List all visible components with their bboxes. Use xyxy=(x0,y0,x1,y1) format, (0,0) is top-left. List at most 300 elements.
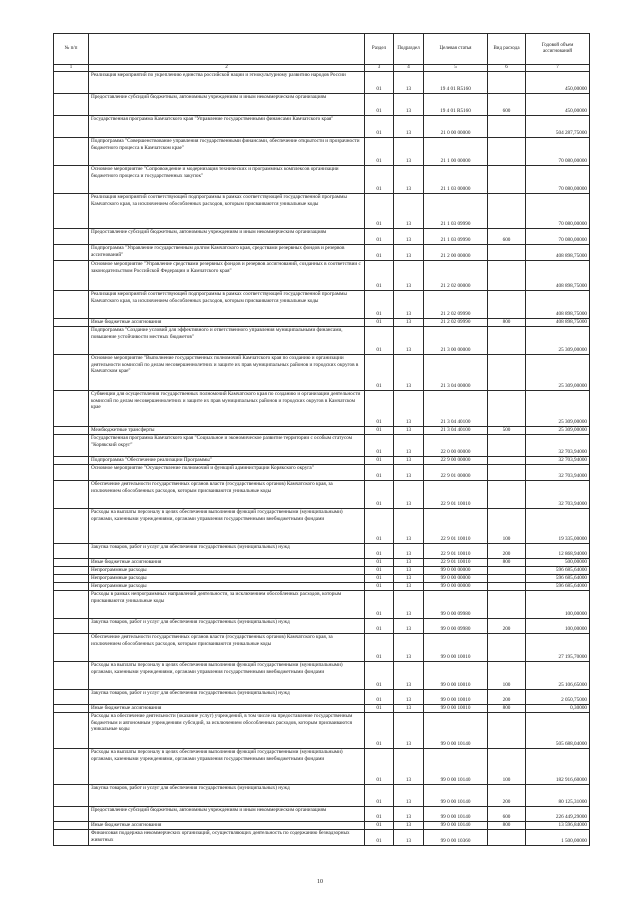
row-subsection: 13 xyxy=(394,166,424,194)
cell-number xyxy=(54,245,89,261)
row-expense-type xyxy=(488,116,526,138)
row-expense-type xyxy=(488,465,526,481)
row-section: 01 xyxy=(365,94,394,116)
row-amount: 27 195,70000 xyxy=(526,634,590,662)
column-number: 1 xyxy=(54,65,89,72)
row-subsection: 13 xyxy=(394,583,424,591)
row-amount: 25 309,00000 xyxy=(526,355,590,391)
row-name: Основное мероприятие "Выполнение государственных полномочий Камчатского края по созданию и организации деятельности комиссий по делам несовершеннолетних и защите их прав муниципальных районов и городских округов в Камчатском крае" xyxy=(89,355,365,391)
row-section: 01 xyxy=(365,591,394,619)
row-name: Непрограммные расходы xyxy=(89,583,365,591)
row-target-article: 99 0 00 09980 xyxy=(424,619,488,634)
table-row xyxy=(54,245,590,261)
row-expense-type: 200 xyxy=(488,619,526,634)
row-expense-type: 100 xyxy=(488,662,526,690)
row-expense-type: 200 xyxy=(488,785,526,807)
row-section: 01 xyxy=(365,662,394,690)
row-name: Закупка товаров, работ и услуг для обеспечения государственных (муниципальных) нужд xyxy=(89,544,365,559)
table-row xyxy=(54,559,590,567)
row-section: 01 xyxy=(365,261,394,291)
row-expense-type xyxy=(488,830,526,846)
row-expense-type: 600 xyxy=(488,229,526,245)
cell-number xyxy=(54,435,89,457)
row-amount: 408 898,75000 xyxy=(526,319,590,327)
row-name: Реализация мероприятий по укреплению единства российской нации и этнокультурному развитию народов России xyxy=(89,72,365,94)
column-number: 3 xyxy=(365,65,394,72)
cell-number xyxy=(54,713,89,749)
cell-number xyxy=(54,355,89,391)
header-section: Раздел xyxy=(365,34,394,65)
row-expense-type xyxy=(488,457,526,465)
row-target-article: 99 0 00 00000 xyxy=(424,575,488,583)
row-amount: 25 106,65000 xyxy=(526,662,590,690)
page-number: 10 xyxy=(317,879,323,885)
row-section: 01 xyxy=(365,567,394,575)
row-subsection: 13 xyxy=(394,713,424,749)
column-number: 5 xyxy=(424,65,488,72)
row-amount: 182 916,60000 xyxy=(526,749,590,785)
row-name: Предоставление субсидий бюджетным, автономным учреждениям и иным некоммерческим организациям xyxy=(89,229,365,245)
cell-number xyxy=(54,138,89,166)
table-row xyxy=(54,575,590,583)
table-row xyxy=(54,830,590,846)
row-amount: 0,30000 xyxy=(526,705,590,713)
row-name: Иные бюджетные ассигнования xyxy=(89,822,365,830)
row-amount: 32 703,94000 xyxy=(526,465,590,481)
cell-number xyxy=(54,785,89,807)
cell-number xyxy=(54,166,89,194)
row-section: 01 xyxy=(365,229,394,245)
row-section: 01 xyxy=(365,194,394,229)
row-target-article: 21 3 04 40100 xyxy=(424,427,488,435)
row-amount: 504 287,75000 xyxy=(526,116,590,138)
row-name: Иные бюджетные ассигнования xyxy=(89,559,365,567)
row-subsection: 13 xyxy=(394,391,424,427)
row-expense-type xyxy=(488,138,526,166)
cell-number xyxy=(54,705,89,713)
row-amount: 32 703,94000 xyxy=(526,435,590,457)
row-amount: 25 309,00000 xyxy=(526,427,590,435)
row-subsection: 13 xyxy=(394,807,424,822)
table-row xyxy=(54,291,590,319)
header-annual-amount: Годовой объем ассигнований xyxy=(526,34,590,65)
row-subsection: 13 xyxy=(394,435,424,457)
row-section: 01 xyxy=(365,619,394,634)
column-number-row xyxy=(54,65,590,72)
row-subsection: 13 xyxy=(394,575,424,583)
column-number: 7 xyxy=(526,65,590,72)
table-row xyxy=(54,567,590,575)
row-expense-type xyxy=(488,634,526,662)
table-row xyxy=(54,229,590,245)
row-target-article: 21 3 04 40100 xyxy=(424,391,488,427)
row-amount: 70 080,00000 xyxy=(526,229,590,245)
header-subsection: Подраздел xyxy=(394,34,424,65)
row-name: Государственная программа Камчатского края "Социальное и экономическое развитие территории с особым статусом "Корякский округ" xyxy=(89,435,365,457)
row-amount: 2 050,75000 xyxy=(526,690,590,705)
cell-number xyxy=(54,457,89,465)
row-subsection: 13 xyxy=(394,94,424,116)
row-amount: 596 685,64000 xyxy=(526,583,590,591)
row-subsection: 13 xyxy=(394,591,424,619)
row-subsection: 13 xyxy=(394,194,424,229)
row-section: 01 xyxy=(365,830,394,846)
row-target-article: 21 3 00 00000 xyxy=(424,327,488,355)
table-row xyxy=(54,807,590,822)
row-expense-type: 600 xyxy=(488,94,526,116)
row-target-article: 21 2 02 00000 xyxy=(424,261,488,291)
cell-number xyxy=(54,559,89,567)
row-section: 01 xyxy=(365,138,394,166)
table-row xyxy=(54,116,590,138)
row-target-article: 99 0 00 10010 xyxy=(424,634,488,662)
cell-number xyxy=(54,319,89,327)
table-row xyxy=(54,261,590,291)
row-expense-type: 200 xyxy=(488,544,526,559)
cell-number xyxy=(54,229,89,245)
row-subsection: 13 xyxy=(394,465,424,481)
row-subsection: 13 xyxy=(394,319,424,327)
cell-number xyxy=(54,591,89,619)
table-row xyxy=(54,72,590,94)
row-expense-type xyxy=(488,245,526,261)
row-name: Предоставление субсидий бюджетным, автономным учреждениям и иным некоммерческим организациям xyxy=(89,807,365,822)
row-amount: 450,00000 xyxy=(526,72,590,94)
cell-number xyxy=(54,481,89,509)
row-target-article: 22 9 01 10010 xyxy=(424,481,488,509)
row-amount: 80 125,31000 xyxy=(526,785,590,807)
row-amount: 408 898,75000 xyxy=(526,291,590,319)
table-row xyxy=(54,713,590,749)
row-expense-type xyxy=(488,166,526,194)
row-subsection: 13 xyxy=(394,830,424,846)
cell-number xyxy=(54,261,89,291)
row-section: 01 xyxy=(365,749,394,785)
row-amount: 1 500,00000 xyxy=(526,830,590,846)
row-target-article: 19 4 01 R5160 xyxy=(424,72,488,94)
row-subsection: 13 xyxy=(394,567,424,575)
cell-number xyxy=(54,94,89,116)
row-amount: 596 685,64000 xyxy=(526,567,590,575)
row-subsection: 13 xyxy=(394,457,424,465)
row-expense-type: 500 xyxy=(488,427,526,435)
cell-number xyxy=(54,619,89,634)
row-name: Иные бюджетные ассигнования xyxy=(89,319,365,327)
row-name: Расходы на обеспечение деятельности (оказание услуг) учреждений, в том числе на предоставление государственным бюджетным и автономным учреждениям субсидий, за исключением обособленных расходов, которым присваиваются уникальные коды xyxy=(89,713,365,749)
table-row xyxy=(54,435,590,457)
row-section: 01 xyxy=(365,509,394,544)
row-name: Государственная программа Камчатского края "Управление государственными финансами Камчатского края" xyxy=(89,116,365,138)
row-section: 01 xyxy=(365,583,394,591)
row-section: 01 xyxy=(365,457,394,465)
row-name: Реализация мероприятий соответствующей подпрограммы в рамках соответствующей государственной программы Камчатского края, за исключением обособленных расходов, которым присваиваются уникальные коды xyxy=(89,291,365,319)
row-name: Непрограммные расходы xyxy=(89,567,365,575)
cell-number xyxy=(54,583,89,591)
table-body xyxy=(54,72,590,846)
row-subsection: 13 xyxy=(394,138,424,166)
row-expense-type xyxy=(488,583,526,591)
row-subsection: 13 xyxy=(394,705,424,713)
column-number: 2 xyxy=(89,65,365,72)
row-section: 01 xyxy=(365,166,394,194)
row-target-article: 22 9 01 10010 xyxy=(424,509,488,544)
row-expense-type xyxy=(488,481,526,509)
row-target-article: 99 0 00 10010 xyxy=(424,705,488,713)
row-target-article: 19 4 01 R5160 xyxy=(424,94,488,116)
table-row xyxy=(54,785,590,807)
table-row xyxy=(54,634,590,662)
row-amount: 450,00000 xyxy=(526,94,590,116)
row-subsection: 13 xyxy=(394,559,424,567)
row-expense-type: 800 xyxy=(488,705,526,713)
row-amount: 12 868,94000 xyxy=(526,544,590,559)
row-amount: 100,00000 xyxy=(526,591,590,619)
row-target-article: 99 0 00 10360 xyxy=(424,830,488,846)
row-section: 01 xyxy=(365,355,394,391)
row-expense-type xyxy=(488,291,526,319)
row-subsection: 13 xyxy=(394,427,424,435)
row-section: 01 xyxy=(365,705,394,713)
row-expense-type: 800 xyxy=(488,319,526,327)
table-row xyxy=(54,583,590,591)
cell-number xyxy=(54,327,89,355)
row-name: Основное мероприятие "Осуществление полномочий и функций администрации Корякского округа" xyxy=(89,465,365,481)
row-name: Финансовая поддержка некоммерческих организаций, осуществляющих деятельность по содержанию безнадзорных животных xyxy=(89,830,365,846)
row-section: 01 xyxy=(365,713,394,749)
row-target-article: 21 2 00 00000 xyxy=(424,245,488,261)
cell-number xyxy=(54,116,89,138)
row-expense-type: 800 xyxy=(488,559,526,567)
row-expense-type xyxy=(488,713,526,749)
table-row xyxy=(54,662,590,690)
row-expense-type: 100 xyxy=(488,749,526,785)
cell-number xyxy=(54,567,89,575)
cell-number xyxy=(54,634,89,662)
table-row xyxy=(54,544,590,559)
row-target-article: 21 0 00 00000 xyxy=(424,116,488,138)
row-target-article: 99 0 00 09980 xyxy=(424,591,488,619)
row-subsection: 13 xyxy=(394,116,424,138)
row-name: Основное мероприятие "Управление средствами резервных фондов и резервов ассигнований, созданных в соответствии с законодательством Российской Федерации и Камчатского края" xyxy=(89,261,365,291)
row-section: 01 xyxy=(365,785,394,807)
row-section: 01 xyxy=(365,391,394,427)
table-row xyxy=(54,690,590,705)
row-expense-type xyxy=(488,591,526,619)
row-target-article: 21 2 02 09990 xyxy=(424,319,488,327)
budget-allocation-table xyxy=(53,33,590,846)
row-subsection: 13 xyxy=(394,509,424,544)
row-target-article: 22 9 00 00000 xyxy=(424,457,488,465)
row-subsection: 13 xyxy=(394,245,424,261)
row-section: 01 xyxy=(365,544,394,559)
row-expense-type xyxy=(488,435,526,457)
row-target-article: 22 9 01 10010 xyxy=(424,544,488,559)
row-target-article: 99 0 00 00000 xyxy=(424,583,488,591)
cell-number xyxy=(54,544,89,559)
row-subsection: 13 xyxy=(394,785,424,807)
row-section: 01 xyxy=(365,465,394,481)
cell-number xyxy=(54,575,89,583)
cell-number xyxy=(54,391,89,427)
table-row xyxy=(54,319,590,327)
row-name: Расходы на выплаты персоналу в целях обеспечения выполнения функций государственными (муниципальными) органами, казенными учреждениями, органами управления государственными внебюджетными фондами xyxy=(89,662,365,690)
row-amount: 32 703,94000 xyxy=(526,481,590,509)
row-amount: 70 080,00000 xyxy=(526,194,590,229)
header-name xyxy=(89,34,365,65)
table-row xyxy=(54,194,590,229)
row-section: 01 xyxy=(365,435,394,457)
row-subsection: 13 xyxy=(394,72,424,94)
row-expense-type xyxy=(488,261,526,291)
table-row xyxy=(54,619,590,634)
cell-number xyxy=(54,194,89,229)
row-amount: 25 309,00000 xyxy=(526,327,590,355)
row-expense-type xyxy=(488,355,526,391)
row-name: Расходы на выплаты персоналу в целях обеспечения выполнения функций государственными (муниципальными) органами, казенными учреждениями, органами управления государственными внебюджетными фондами xyxy=(89,749,365,785)
row-subsection: 13 xyxy=(394,481,424,509)
row-target-article: 99 0 00 10010 xyxy=(424,662,488,690)
row-amount: 505 688,04000 xyxy=(526,713,590,749)
table-row xyxy=(54,166,590,194)
row-name: Подпрограмма "Управление государственным долгом Камчатского края, средствами резервных фондов и резервов ассигнований" xyxy=(89,245,365,261)
cell-number xyxy=(54,822,89,830)
table-row xyxy=(54,822,590,830)
row-amount: 408 898,75000 xyxy=(526,261,590,291)
row-section: 01 xyxy=(365,245,394,261)
row-name: Обеспечение деятельности государственных органов власти (государственных органов) Камчатского края, за исключением обособленных расходов, которым присваиваются уникальные коды xyxy=(89,634,365,662)
row-name: Непрограммные расходы xyxy=(89,575,365,583)
row-target-article: 99 0 00 10140 xyxy=(424,713,488,749)
row-target-article: 21 1 03 00000 xyxy=(424,166,488,194)
row-subsection: 13 xyxy=(394,261,424,291)
table-row xyxy=(54,427,590,435)
table-row xyxy=(54,391,590,427)
cell-number xyxy=(54,509,89,544)
row-expense-type xyxy=(488,575,526,583)
row-amount: 500,00000 xyxy=(526,559,590,567)
row-name: Подпрограмма "Создание условий для эффективного и ответственного управления муниципальными финансами, повышение устойчивости местных бюджетов" xyxy=(89,327,365,355)
cell-number xyxy=(54,662,89,690)
cell-number xyxy=(54,72,89,94)
row-name: Закупка товаров, работ и услуг для обеспечения государственных (муниципальных) нужд xyxy=(89,690,365,705)
row-expense-type xyxy=(488,391,526,427)
cell-number xyxy=(54,749,89,785)
row-target-article: 99 0 00 10010 xyxy=(424,690,488,705)
table-row xyxy=(54,138,590,166)
row-subsection: 13 xyxy=(394,291,424,319)
row-subsection: 13 xyxy=(394,634,424,662)
row-name: Закупка товаров, работ и услуг для обеспечения государственных (муниципальных) нужд xyxy=(89,619,365,634)
table-row xyxy=(54,591,590,619)
row-subsection: 13 xyxy=(394,355,424,391)
row-expense-type xyxy=(488,327,526,355)
row-section: 01 xyxy=(365,807,394,822)
row-name: Расходы в рамках непрограммных направлений деятельности, за исключением обособленных расходов, которым присваиваются уникальные коды xyxy=(89,591,365,619)
table-row xyxy=(54,457,590,465)
row-subsection: 13 xyxy=(394,690,424,705)
row-target-article: 99 0 00 00000 xyxy=(424,567,488,575)
row-target-article: 99 0 00 10140 xyxy=(424,749,488,785)
table-row xyxy=(54,509,590,544)
row-target-article: 22 0 00 00000 xyxy=(424,435,488,457)
row-name: Межбюджетные трансферты xyxy=(89,427,365,435)
cell-number xyxy=(54,291,89,319)
table-row xyxy=(54,465,590,481)
row-subsection: 13 xyxy=(394,619,424,634)
header-target-article: Целевая статья xyxy=(424,34,488,65)
table-row xyxy=(54,327,590,355)
row-expense-type: 800 xyxy=(488,822,526,830)
row-name: Основное мероприятие "Сопровождение и модернизация технических и программных комплексов организации бюджетного процесса и государственных закупок" xyxy=(89,166,365,194)
row-target-article: 21 1 03 09990 xyxy=(424,194,488,229)
row-target-article: 21 3 04 00000 xyxy=(424,355,488,391)
row-expense-type: 200 xyxy=(488,690,526,705)
table-row xyxy=(54,94,590,116)
column-number: 6 xyxy=(488,65,526,72)
row-section: 01 xyxy=(365,822,394,830)
row-section: 01 xyxy=(365,690,394,705)
row-target-article: 99 0 00 10140 xyxy=(424,807,488,822)
row-name: Субвенции для осуществления государственных полномочий Камчатского края по созданию и организации деятельности комиссий по делам несовершеннолетних и защите их прав муниципальных районов и городских округов в Камчатском крае xyxy=(89,391,365,427)
row-target-article: 21 1 03 09990 xyxy=(424,229,488,245)
row-name: Закупка товаров, работ и услуг для обеспечения государственных (муниципальных) нужд xyxy=(89,785,365,807)
row-name: Подпрограмма "Обеспечение реализации Программы" xyxy=(89,457,365,465)
row-subsection: 13 xyxy=(394,662,424,690)
row-expense-type xyxy=(488,567,526,575)
row-section: 01 xyxy=(365,559,394,567)
row-section: 01 xyxy=(365,327,394,355)
row-name: Подпрограмма "Совершенствование управления государственными финансами, обеспечение открытости и прозрачности бюджетного процесса в Камчатском крае" xyxy=(89,138,365,166)
table-row xyxy=(54,705,590,713)
row-section: 01 xyxy=(365,481,394,509)
row-amount: 100,00000 xyxy=(526,619,590,634)
row-amount: 70 080,00000 xyxy=(526,166,590,194)
row-amount: 596 685,64000 xyxy=(526,575,590,583)
row-amount: 32 703,94000 xyxy=(526,457,590,465)
row-target-article: 22 9 01 00000 xyxy=(424,465,488,481)
cell-number xyxy=(54,830,89,846)
row-subsection: 13 xyxy=(394,822,424,830)
row-amount: 70 080,00000 xyxy=(526,138,590,166)
table-header-row xyxy=(54,34,590,65)
header-number: № п/п xyxy=(54,34,89,65)
row-subsection: 13 xyxy=(394,327,424,355)
row-target-article: 22 9 01 10010 xyxy=(424,559,488,567)
row-section: 01 xyxy=(365,72,394,94)
row-amount: 25 309,00000 xyxy=(526,391,590,427)
row-expense-type: 100 xyxy=(488,509,526,544)
row-target-article: 99 0 00 10140 xyxy=(424,785,488,807)
cell-number xyxy=(54,465,89,481)
row-name: Иные бюджетные ассигнования xyxy=(89,705,365,713)
table-row xyxy=(54,749,590,785)
row-section: 01 xyxy=(365,291,394,319)
row-target-article: 21 1 00 00000 xyxy=(424,138,488,166)
row-target-article: 21 2 02 09990 xyxy=(424,291,488,319)
row-name: Предоставление субсидий бюджетным, автономным учреждениям и иным некоммерческим организациям xyxy=(89,94,365,116)
row-amount: 19 335,00000 xyxy=(526,509,590,544)
header-expense-type: Вид расхода xyxy=(488,34,526,65)
row-amount: 408 898,75000 xyxy=(526,245,590,261)
row-section: 01 xyxy=(365,319,394,327)
column-number: 4 xyxy=(394,65,424,72)
row-section: 01 xyxy=(365,575,394,583)
row-name: Обеспечение деятельности государственных органов власти (государственных органов) Камчатского края, за исключением обособленных расходов, которым присваиваются уникальные коды xyxy=(89,481,365,509)
row-target-article: 99 0 00 10140 xyxy=(424,822,488,830)
row-section: 01 xyxy=(365,116,394,138)
row-amount: 226 449,29000 xyxy=(526,807,590,822)
row-subsection: 13 xyxy=(394,749,424,785)
